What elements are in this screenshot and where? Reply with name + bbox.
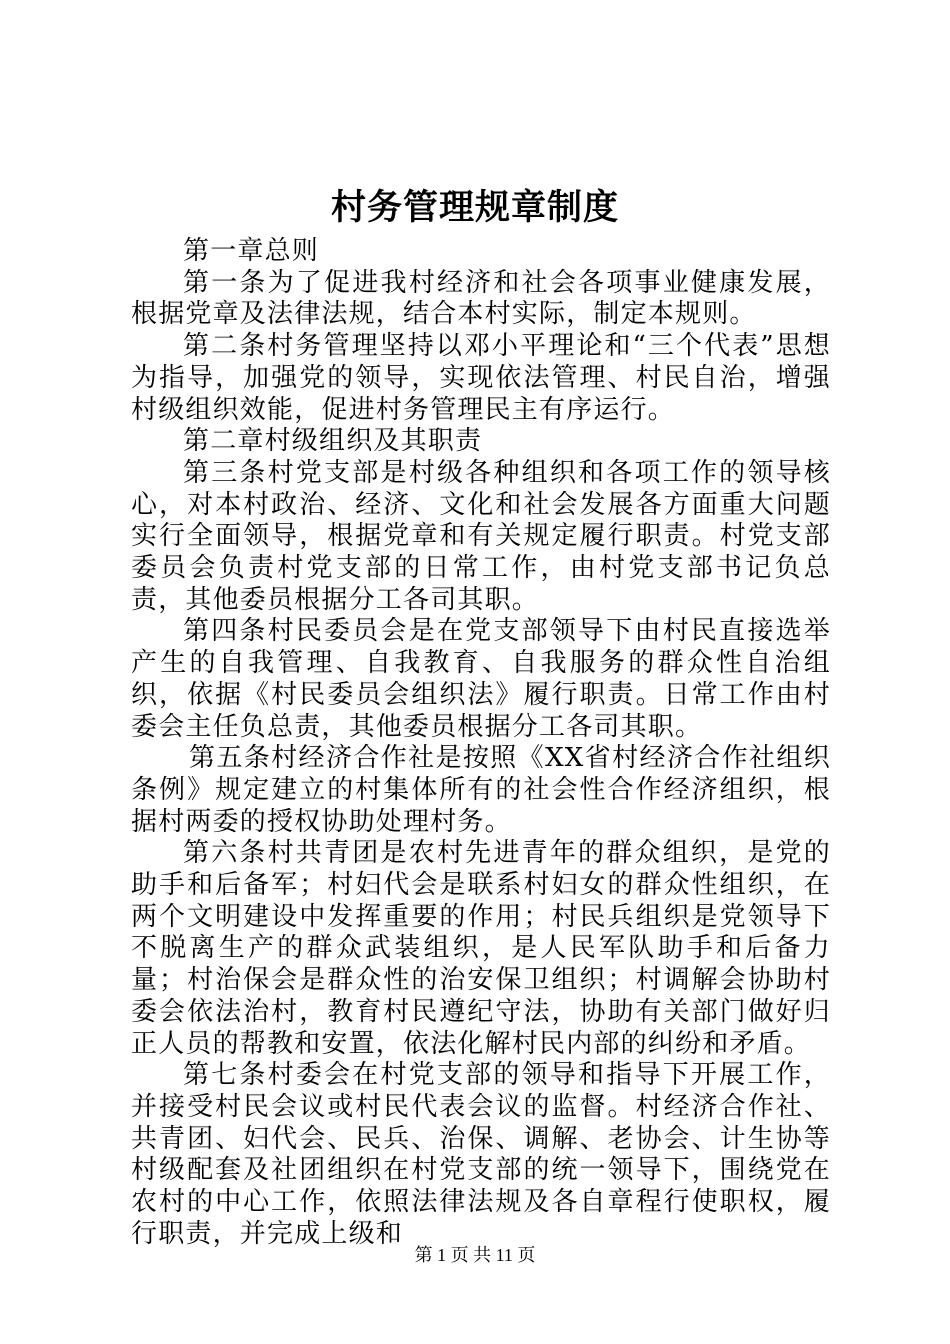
article-paragraph: 第二条村务管理坚持以邓小平理论和“三个代表”思想为指导，加强党的领导，实现依法管理、村民自治，增强村级组织效能，促进村务管理民主有序运行。 [131, 331, 831, 425]
article-paragraph: 第七条村委会在村党支部的领导和指导下开展工作，并接受村民会议或村民代表会议的监督。村经济合作社、共青团、妇代会、民兵、治保、调解、老协会、计生协等村级配套及社团组织在村党支部的统一领导下，围绕党在农村的中心工作，依照法律法规及各自章程行使职权，履行职责，并完成上级和 [131, 1060, 831, 1249]
document-title: 村务管理规章制度 [330, 187, 619, 228]
chapter-heading: 第一章总则 [183, 236, 320, 266]
article-paragraph: 第五条村经济合作社是按照《XX省村经济合作社组织条例》规定建立的村集体所有的社会性合作经济组织，根据村两委的授权协助处理村务。 [131, 743, 831, 837]
article-paragraph: 第四条村民委员会是在党支部领导下由村民直接选举产生的自我管理、自我教育、自我服务的群众性自治组织，依据《村民委员会组织法》履行职责。日常工作由村委会主任负总责，其他委员根据分工各司其职。 [131, 616, 831, 742]
article-paragraph: 第一条为了促进我村经济和社会各项事业健康发展，根据党章及法律法规，结合本村实际，制定本规则。 [131, 267, 831, 330]
chapter-heading: 第二章村级组织及其职责 [183, 426, 483, 457]
article-paragraph: 第三条村党支部是村级各种组织和各项工作的领导核心，对本村政治、经济、文化和社会发展各方面重大问题实行全面领导，根据党章和有关规定履行职责。村党支部委员会负责村党支部的日常工作，由村党支部书记负总责，其他委员根据分工各司其职。 [131, 457, 831, 615]
document-body [131, 236, 831, 1251]
article-paragraph: 第六条村共青团是农村先进青年的群众组织，是党的助手和后备军；村妇代会是联系村妇女的群众性组织，在两个文明建设中发挥重要的作用；村民兵组织是党领导下不脱离生产的群众武装组织，是人民军队助手和后备力量；村治保会是群众性的治安保卫组织；村调解会协助村委会依法治村，教育村民遵纪守法，协助有关部门做好归正人员的帮教和安置，依法化解村民内部的纠纷和矛盾。 [131, 838, 831, 1059]
page-footer: 第 1 页 共 11 页 [414, 1245, 536, 1265]
